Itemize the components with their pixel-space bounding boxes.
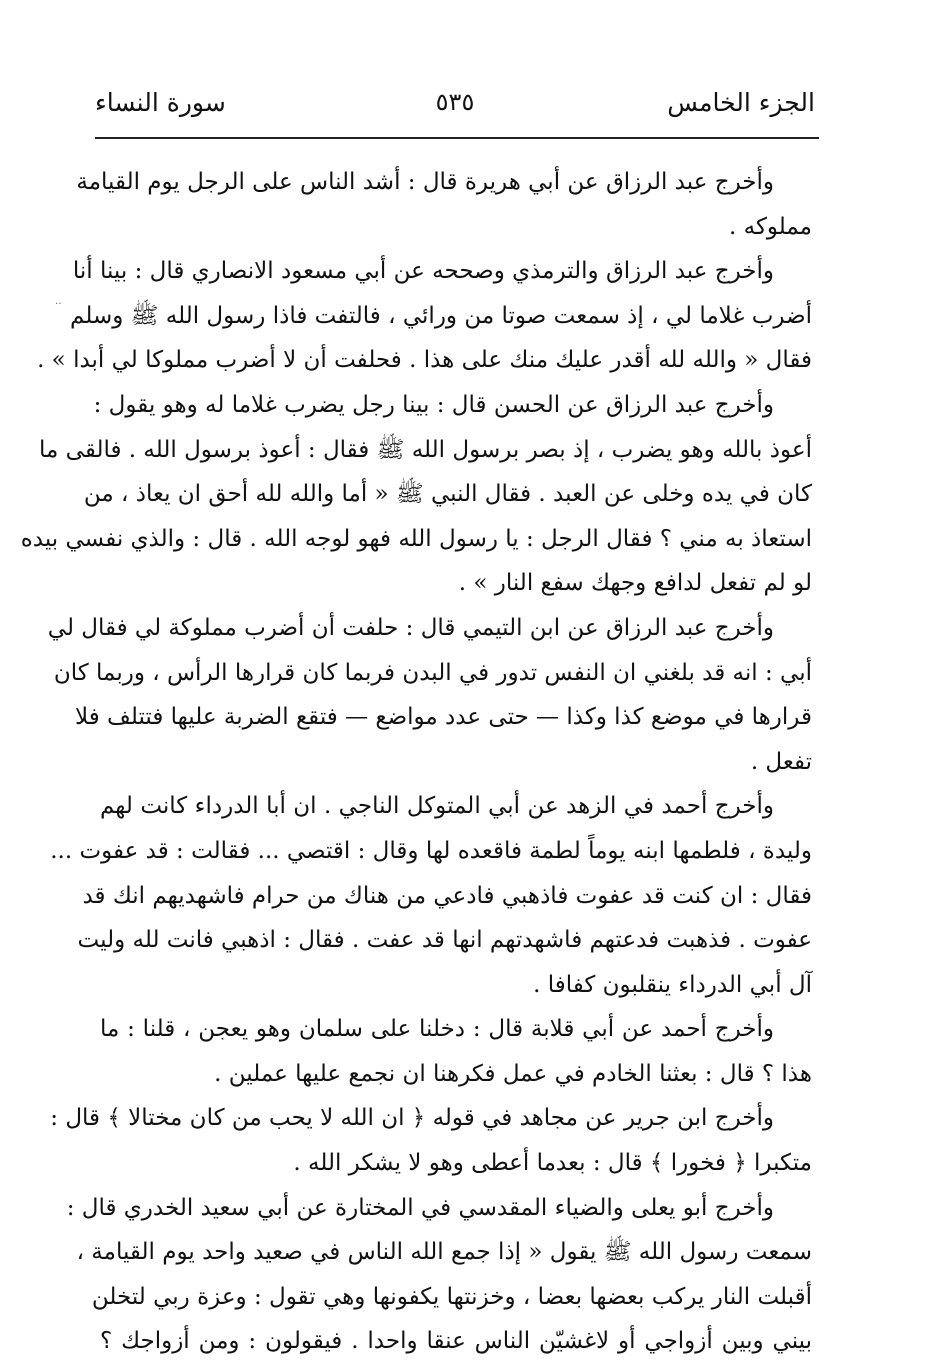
text-line: وأخرج عبد الرزاق والترمذي وصححه عن أبي مسعود الانصاري قال : بينا أنا: [72, 258, 774, 285]
text-line: وأخرج أحمد في الزهد عن أبي المتوكل الناجي . ان أبا الدرداء كانت لهم: [100, 793, 774, 820]
text-line: سمعت رسول الله ﷺ يقول « إذا جمع الله الناس في صعيد واحد يوم القيامة ،: [76, 1239, 812, 1266]
text-line: مملوكه .: [728, 213, 812, 240]
text-line: أبي : انه قد بلغني ان النفس تدور في البدن فربما كان قرارها الرأس ، وربما كان: [53, 659, 812, 686]
text-line: وأخرج أبو يعلى والضياء المقدسي في المختارة عن أبي سعيد الخدري قال :: [66, 1194, 774, 1221]
text-line: وأخرج أحمد عن أبي قلابة قال : دخلنا على سلمان وهو يعجن ، قلنا : ما: [100, 1016, 774, 1043]
text-line: وأخرج عبد الرزاق عن الحسن قال : بينا رجل يضرب غلاما له وهو يقول :: [93, 391, 774, 418]
text-line: آل أبي الدرداء ينقلبون كفافا .: [533, 971, 812, 998]
text-line: وأخرج عبد الرزاق عن ابن التيمي قال : حلفت أن أضرب مملوكة لي فقال لي: [47, 614, 774, 641]
text-line: قرارها في موضع كذا وكذا — حتى عدد مواضع — فتقع الضربة عليها فتتلف فلا: [75, 704, 812, 731]
text-line: لو لم تفعل لدافع وجهك سفع النار » .: [458, 570, 812, 597]
header-surah-title: سورة النساء: [95, 88, 226, 117]
text-line: وأخرج ابن جرير عن مجاهد في قوله ﴿ ان الله لا يحب من كان مختالا ﴾ قال :: [50, 1105, 774, 1132]
text-line: استعاذ به مني ؟ فقال الرجل : يا رسول الله فهو لوجه الله . قال : والذي نفسي بيده: [20, 525, 812, 552]
page-number: ٥٣٥: [435, 88, 475, 116]
text-line: كان في يده وخلى عن العبد . فقال النبي ﷺ « أما والله لله أحق ان يعاذ ، من: [83, 481, 812, 508]
header-rule: [95, 137, 819, 139]
text-line: فقال « والله لله أقدر عليك منك على هذا . فحلفت أن لا أضرب مملوكا لي أبدا » .: [37, 347, 812, 374]
text-line: متكبرا ﴿ فخورا ﴾ قال : بعدما أعطى وهو لا يشكر الله .: [293, 1150, 812, 1177]
text-line: أضرب غلاما لي ، إذ سمعت صوتا من ورائي ، فالتفت فاذا رسول الله ﷺ وسلم: [70, 302, 812, 329]
page-header: [95, 82, 815, 130]
header-part-title: الجزء الخامس: [667, 88, 815, 117]
text-line: هذا ؟ قال : بعثنا الخادم في عمل فكرهنا ان نجمع عليها عملين .: [214, 1060, 812, 1087]
text-line: وأخرج عبد الرزاق عن أبي هريرة قال : أشد الناس على الرجل يوم القيامة: [76, 169, 774, 195]
text-line: عفوت . فذهبت فدعتهم فاشهدتهم انها قد عفت . فقال : اذهبي فانت لله وليت: [77, 927, 812, 954]
text-line: تفعل .: [750, 748, 812, 775]
text-line: فقال : ان كنت قد عفوت فاذهبي فادعي من هناك من حرام فاشهديهم انك قد: [82, 882, 812, 909]
text-line: أقبلت النار يركب بعضها بعضا ، وخزنتها يكفونها وهي تقول : وعزة ربي لتخلن: [91, 1283, 812, 1310]
text-line: أعوذ بالله وهو يضرب ، إذ بصر برسول الله ﷺ فقال : أعوذ برسول الله . فالقى ما: [39, 436, 812, 463]
body-text: [20, 160, 812, 1364]
text-line: وليدة ، فلطمها ابنه يوماً لطمة فاقعده لها وقال : اقتصي ... فقالت : قد عفوت ...: [50, 837, 812, 864]
text-line: بيني وبين أزواجي أو لاغشيّن الناس عنقا واحدا . فيقولون : ومن أزواجك ؟: [100, 1328, 812, 1355]
stray-mark: ‥: [55, 296, 62, 307]
